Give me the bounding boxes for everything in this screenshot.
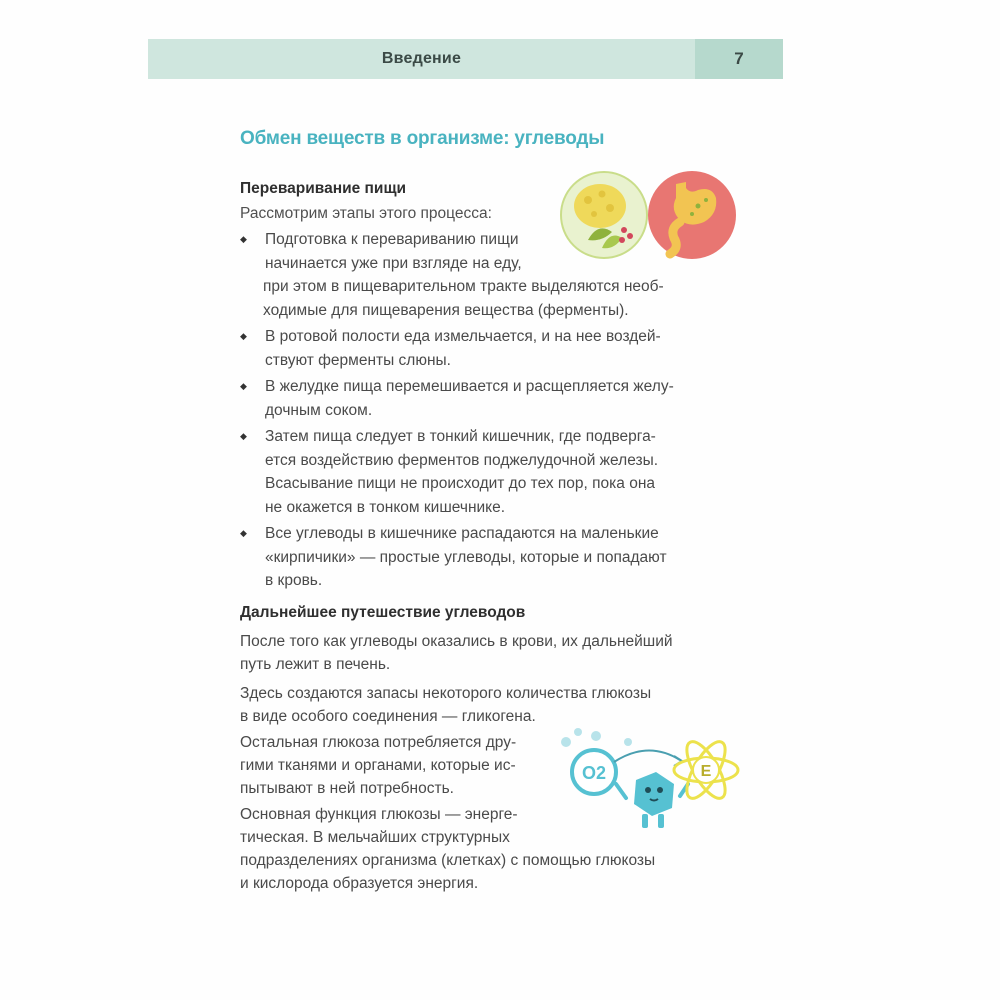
paragraph-line: пытывают в ней потребность.: [240, 780, 454, 797]
paragraph-line: в виде особого соединения — гликогена.: [240, 708, 536, 725]
oxygen-label: O2: [581, 763, 607, 783]
bullet-item: [240, 425, 710, 519]
bullet-line: ствуют ферменты слюны.: [265, 351, 451, 369]
paragraph-line: тическая. В мельчайших структурных: [240, 829, 510, 846]
bullet-line: Всасывание пищи не происходит до тех пор, пока она: [265, 475, 656, 492]
bullet-line: при этом в пищеварительном тракте выделяются необ-: [263, 278, 664, 295]
bullet-line: не окажется в тонком кишечнике.: [265, 498, 506, 516]
paragraph-line: и кислорода образуется энергия.: [240, 875, 479, 892]
bullet-line: ◆ Подготовка к перевариванию пищи: [265, 231, 519, 248]
paragraph-line: Основная функция глюкозы — энерге-: [240, 806, 518, 823]
running-header: [148, 39, 695, 79]
oxygen-bubble-icon: [561, 728, 632, 794]
energy-label: E: [700, 763, 712, 780]
paragraph-line: подразделениях организма (клетках) с помощью глюкозы: [240, 852, 656, 869]
bullet-line: ◆ Все углеводы в кишечнике распадаются на маленькие: [265, 525, 659, 542]
paragraph-line: гими тканями и органами, которые ис-: [240, 757, 516, 774]
bullet-line: начинается уже при взгляде на еду,: [265, 254, 522, 272]
page-number: 7: [734, 49, 744, 68]
bullet-line: ◆ Затем пища следует в тонкий кишечник, где подверга-: [265, 428, 656, 445]
page-number-box: [695, 39, 783, 79]
bullet-line: ◆ В ротовой полости еда измельчается, и на нее воздей-: [265, 328, 661, 345]
paragraph-line: Здесь создаются запасы некоторого количества глюкозы: [240, 685, 652, 702]
digestion-heading: Переваривание пищи: [240, 180, 407, 197]
journey-paragraph: [240, 630, 673, 676]
journey-paragraph: [240, 731, 516, 800]
bullet-line: в кровь.: [265, 572, 323, 589]
arrow-icon: [614, 750, 680, 762]
paragraph-line: путь лежит в печень.: [240, 656, 391, 673]
bullet-item: [240, 325, 710, 372]
paragraph-line: Остальная глюкоза потребляется дру-: [240, 734, 517, 751]
food-plate-icon: [561, 172, 647, 258]
chapter-title: Введение: [381, 50, 462, 67]
digestion-intro: Рассмотрим этапы этого процесса:: [240, 205, 492, 222]
section-title: Обмен веществ в организме: углеводы: [240, 128, 605, 149]
journey-heading: Дальнейшее путешествие углеводов: [240, 604, 526, 621]
food-stomach-illustration: [558, 170, 738, 260]
bullet-line: ◆ В желудке пища перемешивается и расщепляется желу-: [265, 378, 674, 395]
bullet-item: [240, 375, 710, 422]
bullet-line: «кирпичики» — простые углеводы, которые и попадают: [265, 548, 667, 566]
glucose-molecule-character-icon: [616, 772, 688, 828]
paragraph-line: После того как углеводы оказались в крови, их дальнейший: [240, 633, 673, 650]
bullet-line: ходимые для пищеварения вещества (ферменты).: [263, 301, 629, 319]
bullet-item: [240, 522, 710, 593]
bullet-line: ется воздействию ферментов поджелудочной железы.: [265, 451, 659, 469]
glucose-energy-illustration: [556, 722, 742, 834]
stomach-icon: [648, 171, 736, 259]
bullet-line: дочным соком.: [265, 401, 373, 419]
digestion-bullet-list: [240, 228, 710, 596]
